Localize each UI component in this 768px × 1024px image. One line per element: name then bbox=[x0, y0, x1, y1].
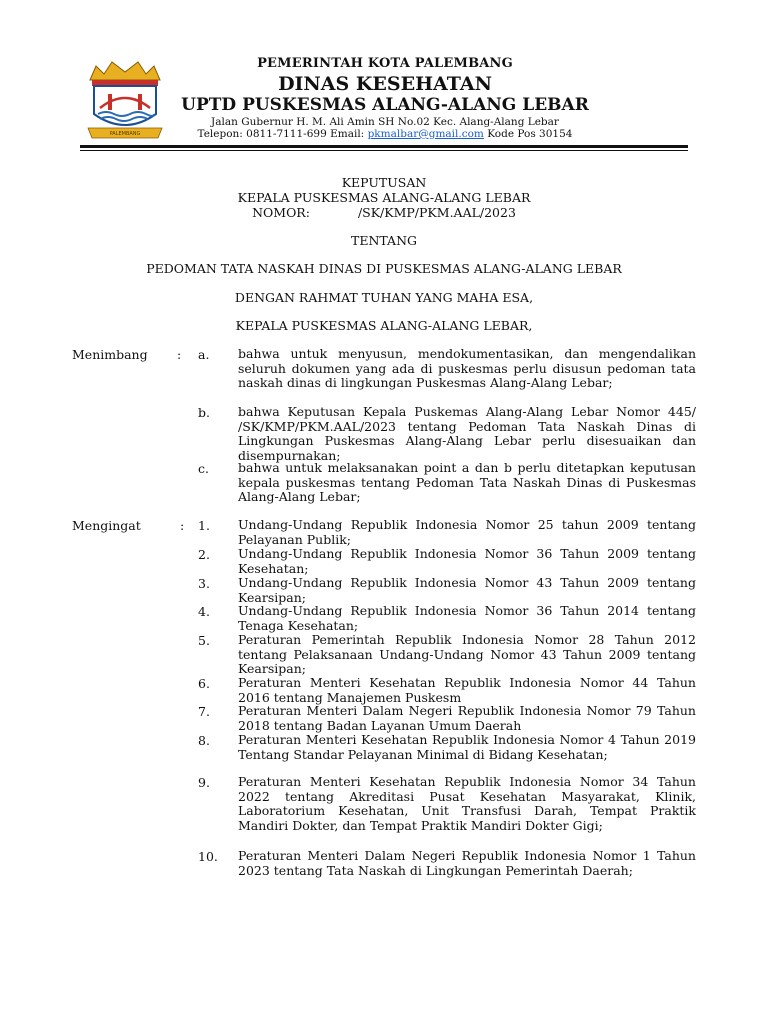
item-text: bahwa Keputusan Kepala Puskemas Alang-Alang Lebar Nomor 445/ /SK/KMP/PKM.AAL/2023 tentang Pedoman Tata Naskah Dinas di Lingkungan Puskesmas Alang-Alang Lebar perlu disesuaikan dan disempurnakan; bbox=[238, 404, 696, 464]
item-marker: 3. bbox=[198, 576, 210, 591]
item-text: Peraturan Menteri Kesehatan Republik Indonesia Nomor 4 Tahun 2019 Tentang Standar Pelayanan Minimal di Bidang Kesehatan; bbox=[238, 732, 696, 762]
item-marker: c. bbox=[198, 461, 209, 476]
decree-invocation: DENGAN RAHMAT TUHAN YANG MAHA ESA, bbox=[234, 290, 534, 305]
item-marker: b. bbox=[198, 405, 210, 420]
item-text: Peraturan Menteri Kesehatan Republik Indonesia Nomor 34 Tahun 2022 tentang Akreditasi Pusat Kesehatan Masyarakat, Klinik, Laboratorium Kesehatan, Unit Transfusi Darah, Tempat Praktik Mandiri Dokter, dan Tempat Praktik Mandiri Dokter Gigi; bbox=[238, 774, 696, 834]
menimbang-colon: : bbox=[177, 347, 182, 362]
decree-subtitle: KEPALA PUSKESMAS ALANG-ALANG LEBAR bbox=[237, 190, 531, 205]
letterhead-department: DINAS KESEHATAN bbox=[278, 73, 492, 95]
item-text: Undang-Undang Republik Indonesia Nomor 36 Tahun 2009 tentang Kesehatan; bbox=[238, 546, 696, 576]
menimbang-label: Menimbang bbox=[72, 347, 148, 362]
decree-issuer: KEPALA PUSKESMAS ALANG-ALANG LEBAR, bbox=[235, 318, 533, 333]
item-text: Undang-Undang Republik Indonesia Nomor 25 tahun 2009 tentang Pelayanan Publik; bbox=[238, 517, 696, 547]
mengingat-label: Mengingat bbox=[72, 518, 141, 533]
postal-code: Kode Pos 30154 bbox=[483, 128, 573, 140]
letterhead-divider-thin bbox=[80, 150, 688, 151]
item-text: Peraturan Menteri Kesehatan Republik Indonesia Nomor 44 Tahun 2016 tentang Manajemen Puskesm bbox=[238, 675, 696, 705]
item-marker: 9. bbox=[198, 775, 210, 790]
item-text: bahwa untuk melaksanakan point a dan b perlu ditetapkan keputusan kepala puskesmas tentang Pedoman Tata Naskah Dinas di Puskesmas Alang-Alang Lebar; bbox=[238, 460, 696, 505]
item-marker: 6. bbox=[198, 676, 210, 691]
item-marker: a. bbox=[198, 347, 210, 362]
item-marker: 2. bbox=[198, 547, 210, 562]
number-label: NOMOR: bbox=[252, 205, 310, 220]
logo-ribbon-text: PALEMBANG bbox=[109, 131, 141, 137]
letterhead-contact bbox=[150, 128, 620, 140]
letterhead-address: Jalan Gubernur H. M. Ali Amin SH No.02 Kec. Alang-Alang Lebar bbox=[211, 116, 559, 128]
item-text: bahwa untuk menyusun, mendokumentasikan, dan mengendalikan seluruh dokumen yang ada di puskesmas perlu disusun pedoman tata naskah dinas di lingkungan Puskesmas Alang-Alang Lebar; bbox=[238, 346, 696, 391]
decree-number bbox=[0, 205, 768, 220]
item-text: Undang-Undang Republik Indonesia Nomor 43 Tahun 2009 tentang Kearsipan; bbox=[238, 575, 696, 605]
number-value: /SK/KMP/PKM.AAL/2023 bbox=[357, 205, 516, 220]
letterhead-divider-thick bbox=[80, 145, 688, 148]
decree-subject: PEDOMAN TATA NASKAH DINAS DI PUSKESMAS ALANG-ALANG LEBAR bbox=[146, 261, 622, 276]
letterhead-government: PEMERINTAH KOTA PALEMBANG bbox=[257, 56, 513, 71]
item-text: Undang-Undang Republik Indonesia Nomor 36 Tahun 2014 tentang Tenaga Kesehatan; bbox=[238, 603, 696, 633]
item-marker: 1. bbox=[198, 518, 210, 533]
decree-about: TENTANG bbox=[350, 233, 417, 248]
letterhead-unit: UPTD PUSKESMAS ALANG-ALANG LEBAR bbox=[181, 95, 589, 115]
decree-title: KEPUTUSAN bbox=[341, 175, 427, 190]
email-link[interactable]: pkmalbar@gmail.com bbox=[367, 128, 484, 140]
item-text: Peraturan Menteri Dalam Negeri Republik Indonesia Nomor 1 Tahun 2023 tentang Tata Naskah di Lingkungan Pemerintah Daerah; bbox=[238, 848, 696, 878]
item-text: Peraturan Pemerintah Republik Indonesia Nomor 28 Tahun 2012 tentang Pelaksanaan Undang-Undang Nomor 43 Tahun 2009 tentang Kearsipan; bbox=[238, 632, 696, 677]
item-marker: 7. bbox=[198, 704, 210, 719]
item-marker: 10. bbox=[198, 849, 218, 864]
item-marker: 4. bbox=[198, 604, 210, 619]
phone-text: Telepon: 0811-7111-699 Email: bbox=[197, 128, 368, 140]
item-marker: 5. bbox=[198, 633, 210, 648]
mengingat-colon: : bbox=[180, 518, 185, 533]
item-marker: 8. bbox=[198, 733, 210, 748]
item-text: Peraturan Menteri Dalam Negeri Republik Indonesia Nomor 79 Tahun 2018 tentang Badan Layanan Umum Daerah bbox=[238, 703, 696, 733]
